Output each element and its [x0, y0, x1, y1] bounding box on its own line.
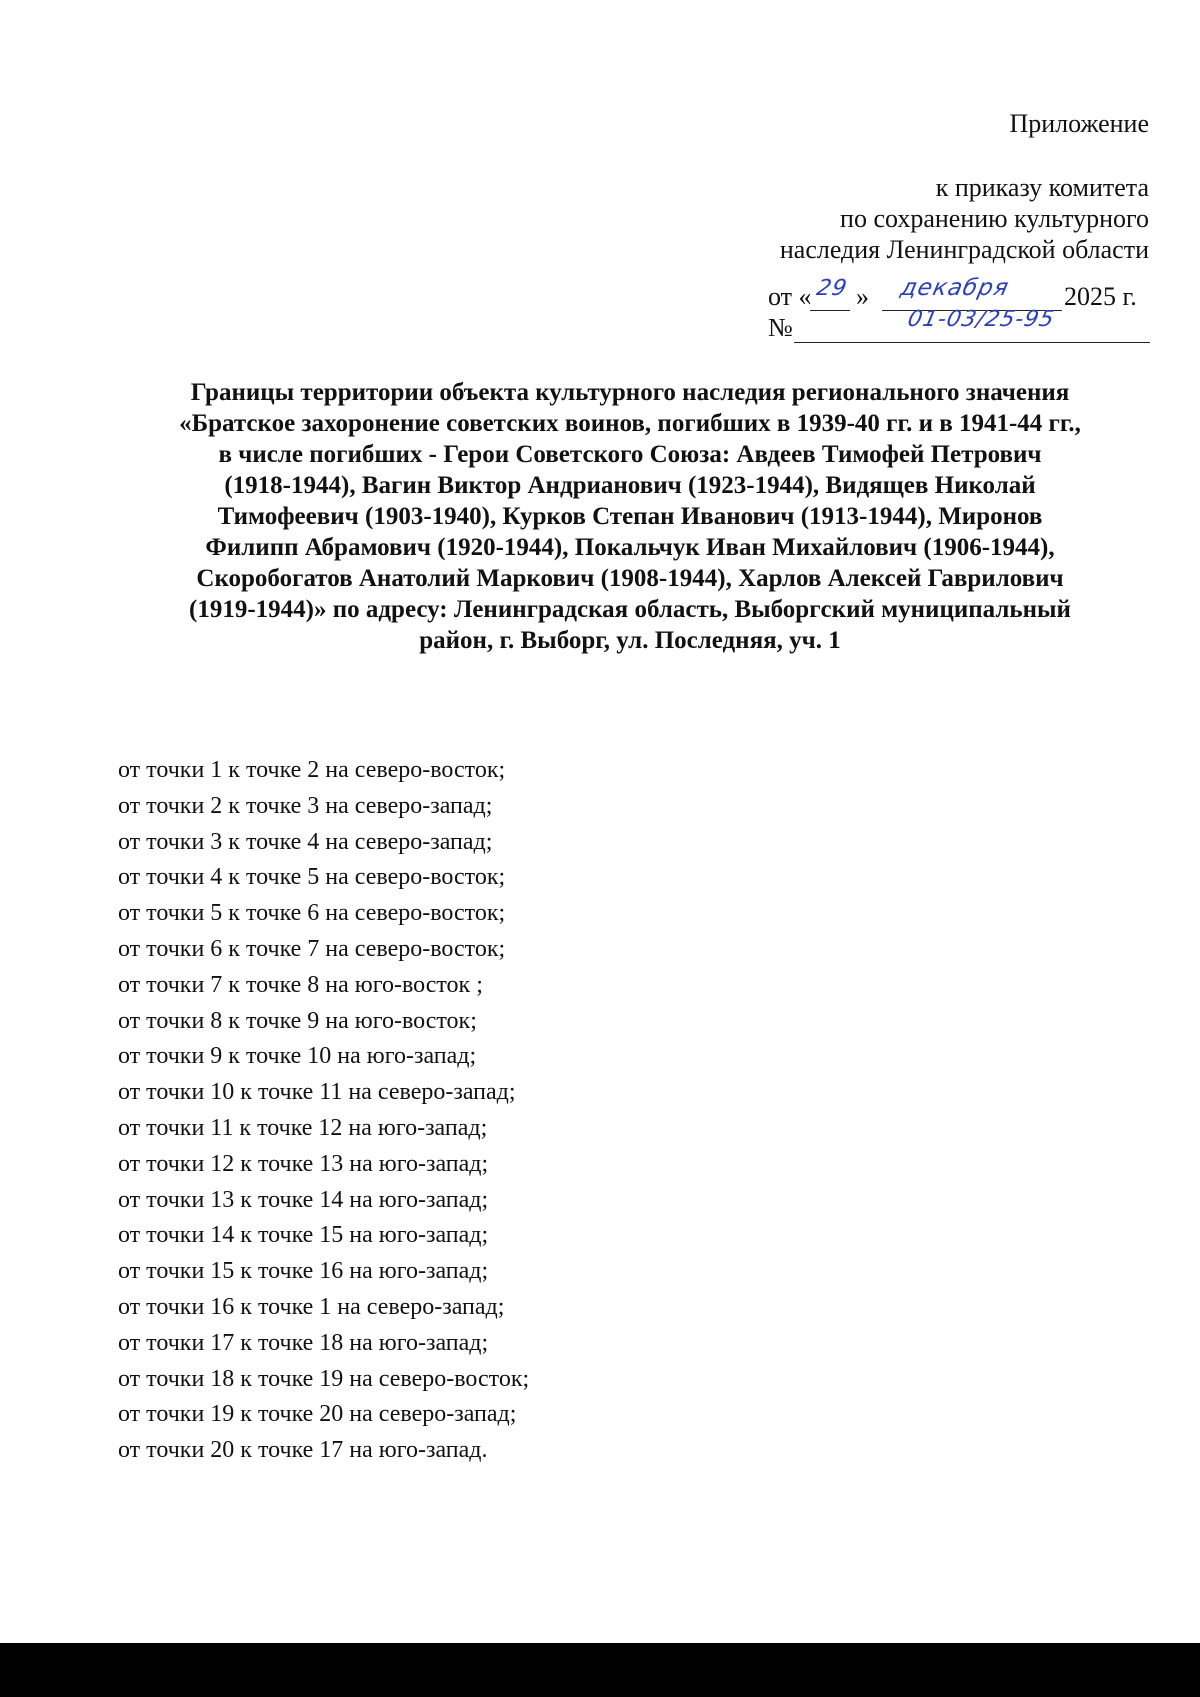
segment-item: от точки 7 к точке 8 на юго-восток ; [118, 971, 483, 998]
segment-item: от точки 20 к точке 17 на юго-запад. [118, 1437, 488, 1464]
segment-item: от точки 11 к точке 12 на юго-запад; [118, 1114, 488, 1141]
day-underline [810, 310, 850, 311]
date-year: 2025 г. [1064, 282, 1137, 311]
title-line: в числе погибших - Герои Советского Союза: Авдеев Тимофей Петрович [218, 441, 1042, 468]
title-line: район, г. Выборг, ул. Последняя, уч. 1 [419, 627, 841, 654]
title-line: Тимофеевич (1903-1940), Курков Степан Иванович (1913-1944), Миронов [217, 503, 1043, 530]
segment-item: от точки 10 к точке 11 на северо-запад; [118, 1079, 516, 1106]
date-month-handwritten: декабря [898, 275, 1012, 301]
segment-item: от точки 5 к точке 6 на северо-восток; [118, 900, 506, 927]
segment-item: от точки 13 к точке 14 на юго-запад; [118, 1186, 489, 1213]
title-line: (1918-1944), Вагин Виктор Андрианович (1923-1944), Видящев Николай [224, 472, 1036, 499]
order-line: наследия Ленинградской области [779, 235, 1149, 264]
segment-item: от точки 12 к точке 13 на юго-запад; [118, 1150, 489, 1177]
appendix-heading: Приложение [1009, 109, 1149, 138]
number-sign: № [768, 313, 793, 342]
segment-item: от точки 3 к точке 4 на северо-запад; [118, 828, 493, 855]
order-number-handwritten: 01-03/25-95 [905, 307, 1057, 332]
segment-item: от точки 9 к точке 10 на юго-запад; [118, 1043, 477, 1070]
order-line: к приказу комитета [935, 173, 1149, 202]
number-underline [794, 342, 1150, 343]
order-number-line [768, 307, 1150, 347]
boundary-segment-list [118, 753, 529, 1469]
segment-item: от точки 18 к точке 19 на северо-восток; [118, 1365, 530, 1392]
order-line: по сохранению культурного [840, 204, 1149, 233]
title-line: (1919-1944)» по адресу: Ленинградская область, Выборгский муниципальный [189, 596, 1071, 623]
segment-item: от точки 2 к точке 3 на северо-запад; [118, 792, 493, 819]
date-day-handwritten: 29 [814, 276, 850, 301]
segment-item: от точки 14 к точке 15 на юго-запад; [118, 1222, 489, 1249]
title-line: Границы территории объекта культурного наследия регионального значения [190, 379, 1070, 406]
scan-border [0, 1643, 1200, 1697]
segment-item: от точки 8 к точке 9 на юго-восток; [118, 1007, 477, 1034]
date-separator: » [856, 282, 869, 311]
segment-item: от точки 1 к точке 2 на северо-восток; [118, 757, 506, 783]
title-line: «Братское захоронение советских воинов, погибших в 1939-40 гг. и в 1941-44 гг., [179, 410, 1081, 437]
title-line: Филипп Абрамович (1920-1944), Покальчук Иван Михайлович (1906-1944), [205, 534, 1055, 561]
segment-item: от точки 6 к точке 7 на северо-восток; [118, 935, 506, 962]
title-line: Скоробогатов Анатолий Маркович (1908-1944), Харлов Алексей Гаврилович [196, 565, 1064, 592]
segment-item: от точки 16 к точке 1 на северо-запад; [118, 1293, 505, 1320]
order-reference [780, 172, 1149, 265]
date-prefix: от « [768, 282, 812, 311]
segment-item: от точки 15 к точке 16 на юго-запад; [118, 1258, 489, 1285]
segment-item: от точки 17 к точке 18 на юго-запад; [118, 1329, 489, 1356]
segment-item: от точки 19 к точке 20 на северо-запад; [118, 1401, 517, 1428]
document-title [112, 377, 1148, 656]
segment-item: от точки 4 к точке 5 на северо-восток; [118, 864, 506, 891]
